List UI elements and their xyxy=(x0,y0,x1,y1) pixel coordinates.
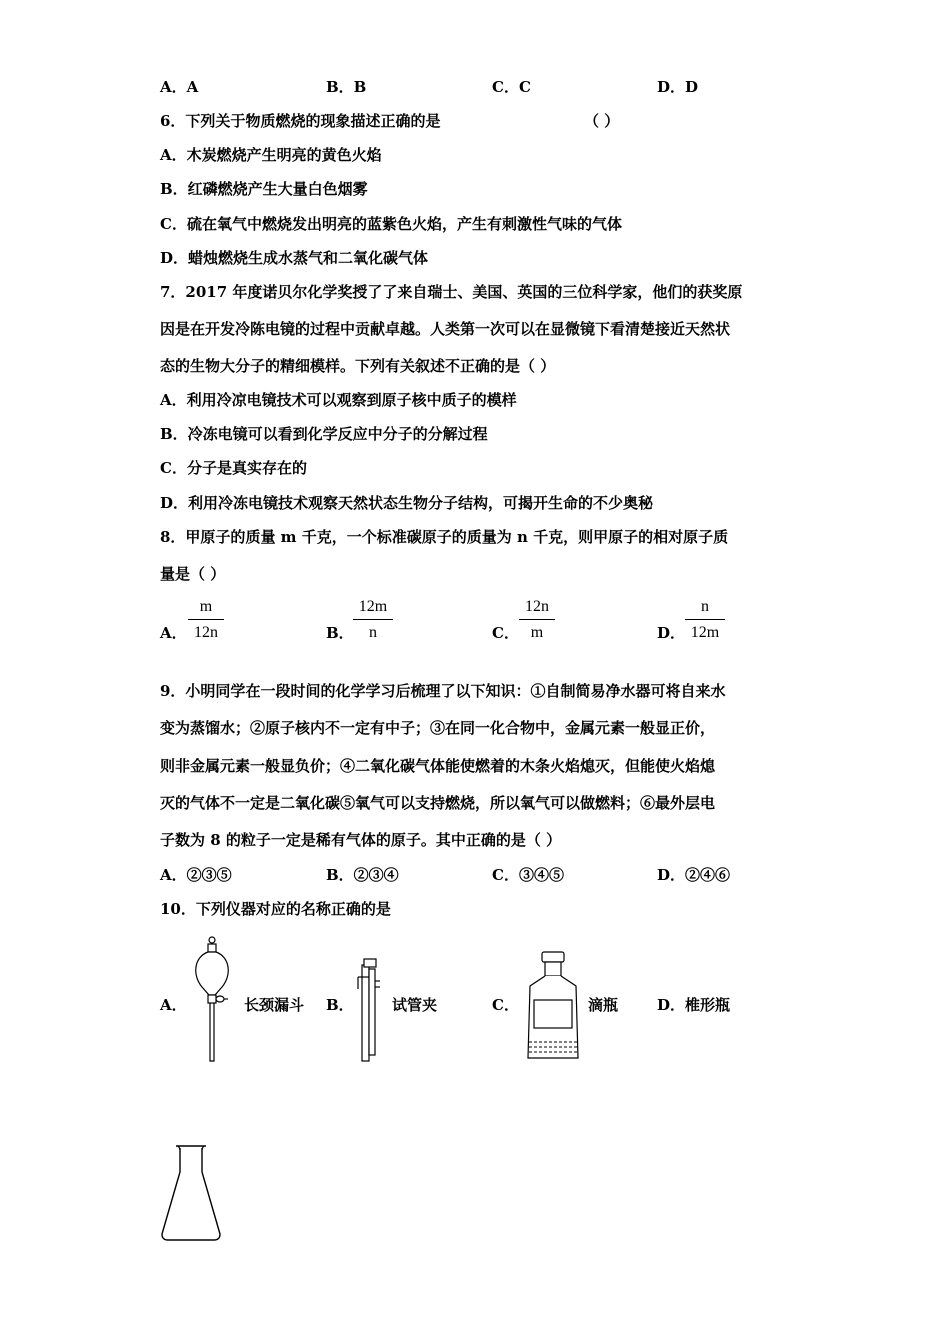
q5-option-c: C．C xyxy=(492,78,531,96)
q6-option-a: A．木炭燃烧产生明亮的黄色火焰 xyxy=(160,146,382,164)
q6-stem: 6．下列关于物质燃烧的现象描述正确的是 xyxy=(160,112,441,130)
q9-option-d: D．②④⑥ xyxy=(657,866,731,884)
q5-option-b: B．B xyxy=(326,78,367,96)
numerator: 12m xyxy=(353,598,393,620)
q9-stem-line: 子数为 8 的粒子一定是稀有气体的原子。其中正确的是（ ） xyxy=(160,831,562,849)
q10-option-a-label: A． xyxy=(160,996,187,1014)
denominator: m xyxy=(530,624,544,641)
q7-option-a: A．利用冷凉电镜技术可以观察到原子核中质子的模样 xyxy=(160,391,517,409)
q8-option-a-fraction xyxy=(188,598,224,642)
q9-stem-line: 变为蒸馏水；②原子核内不一定有中子；③在同一化合物中，金属元素一般显正价， xyxy=(160,719,716,737)
q8-option-d-fraction xyxy=(685,598,725,642)
q5-options xyxy=(160,77,800,97)
q9-options xyxy=(160,865,800,885)
q9-stem-line: 灭的气体不一定是二氧化碳⑤氧气可以支持燃烧，所以氧气可以做燃料；⑥最外层电 xyxy=(160,794,716,812)
numerator: n xyxy=(685,598,725,620)
denominator: 12m xyxy=(690,624,720,641)
q9-stem-line: 9．小明同学在一段时间的化学学习后梳理了以下知识：①自制简易净水器可将自来水 xyxy=(160,682,726,700)
q10-option-b-name: 试管夹 xyxy=(392,996,438,1014)
q7-option-b: B．冷冻电镜可以看到化学反应中分子的分解过程 xyxy=(160,425,488,443)
q8-option-b-fraction xyxy=(353,598,393,642)
q10-option-d-name: 椎形瓶 xyxy=(685,996,731,1014)
q7-option-c: C．分子是真实存在的 xyxy=(160,459,307,477)
q6-option-c: C．硫在氧气中燃烧发出明亮的蓝紫色火焰，产生有刺激性气味的气体 xyxy=(160,215,622,233)
q8-option-a-label: A． xyxy=(160,624,187,642)
q9-option-b: B．②③④ xyxy=(326,866,399,884)
q10-option-b-label: B． xyxy=(326,996,354,1014)
test-tube-holder-icon xyxy=(352,955,388,1065)
q10-option-a-name: 长颈漏斗 xyxy=(244,996,305,1014)
numerator: m xyxy=(188,598,224,620)
q10-option-d-label: D． xyxy=(657,996,686,1014)
q10-option-c-name: 滴瓶 xyxy=(588,996,619,1014)
denominator: n xyxy=(369,624,377,641)
q5-option-d: D．D xyxy=(657,78,699,96)
q8-option-b-label: B． xyxy=(326,624,354,642)
denominator: 12n xyxy=(194,624,218,641)
q9-stem-line: 则非金属元素一般显负价；④二氧化碳气体能使燃着的木条火焰熄灭，但能使火焰熄 xyxy=(160,757,716,775)
q8-stem-line: 8．甲原子的质量 m 千克，一个标准碳原子的质量为 n 千克，则甲原子的相对原子质 xyxy=(160,528,729,546)
q7-stem-line: 因是在开发冷陈电镜的过程中贡献卓越。人类第一次可以在显微镜下看清楚接近天然状 xyxy=(160,320,731,338)
q7-stem-line: 7．2017 年度诺贝尔化学奖授了了来自瑞士、美国、英国的三位科学家，他们的获奖原 xyxy=(160,283,743,301)
q6-option-d: D．蜡烛燃烧生成水蒸气和二氧化碳气体 xyxy=(160,249,429,267)
q9-option-c: C．③④⑤ xyxy=(492,866,564,884)
numerator: 12n xyxy=(519,598,555,620)
q8-option-c-label: C． xyxy=(492,624,519,642)
q7-option-d: D．利用冷冻电镜技术观察天然状态生物分子结构，可揭开生命的不少奥秘 xyxy=(160,494,654,512)
q8-option-d-label: D． xyxy=(657,624,686,642)
q10-option-c-label: C． xyxy=(492,996,519,1014)
q10-stem: 10．下列仪器对应的名称正确的是 xyxy=(160,900,391,918)
q8-stem-line: 量是（ ） xyxy=(160,565,226,583)
q6-answer-paren: （ ） xyxy=(584,112,620,130)
q7-stem-line: 态的生物大分子的精细模样。下列有关叙述不正确的是（ ） xyxy=(160,357,556,375)
conical-flask-icon xyxy=(158,1142,224,1244)
q8-option-c-fraction xyxy=(519,598,555,642)
separatory-funnel-icon xyxy=(188,935,236,1065)
q9-option-a: A．②③⑤ xyxy=(160,866,232,884)
reagent-bottle-icon xyxy=(522,950,584,1062)
q6-option-b: B．红磷燃烧产生大量白色烟雾 xyxy=(160,180,368,198)
q5-option-a: A．A xyxy=(160,78,199,96)
